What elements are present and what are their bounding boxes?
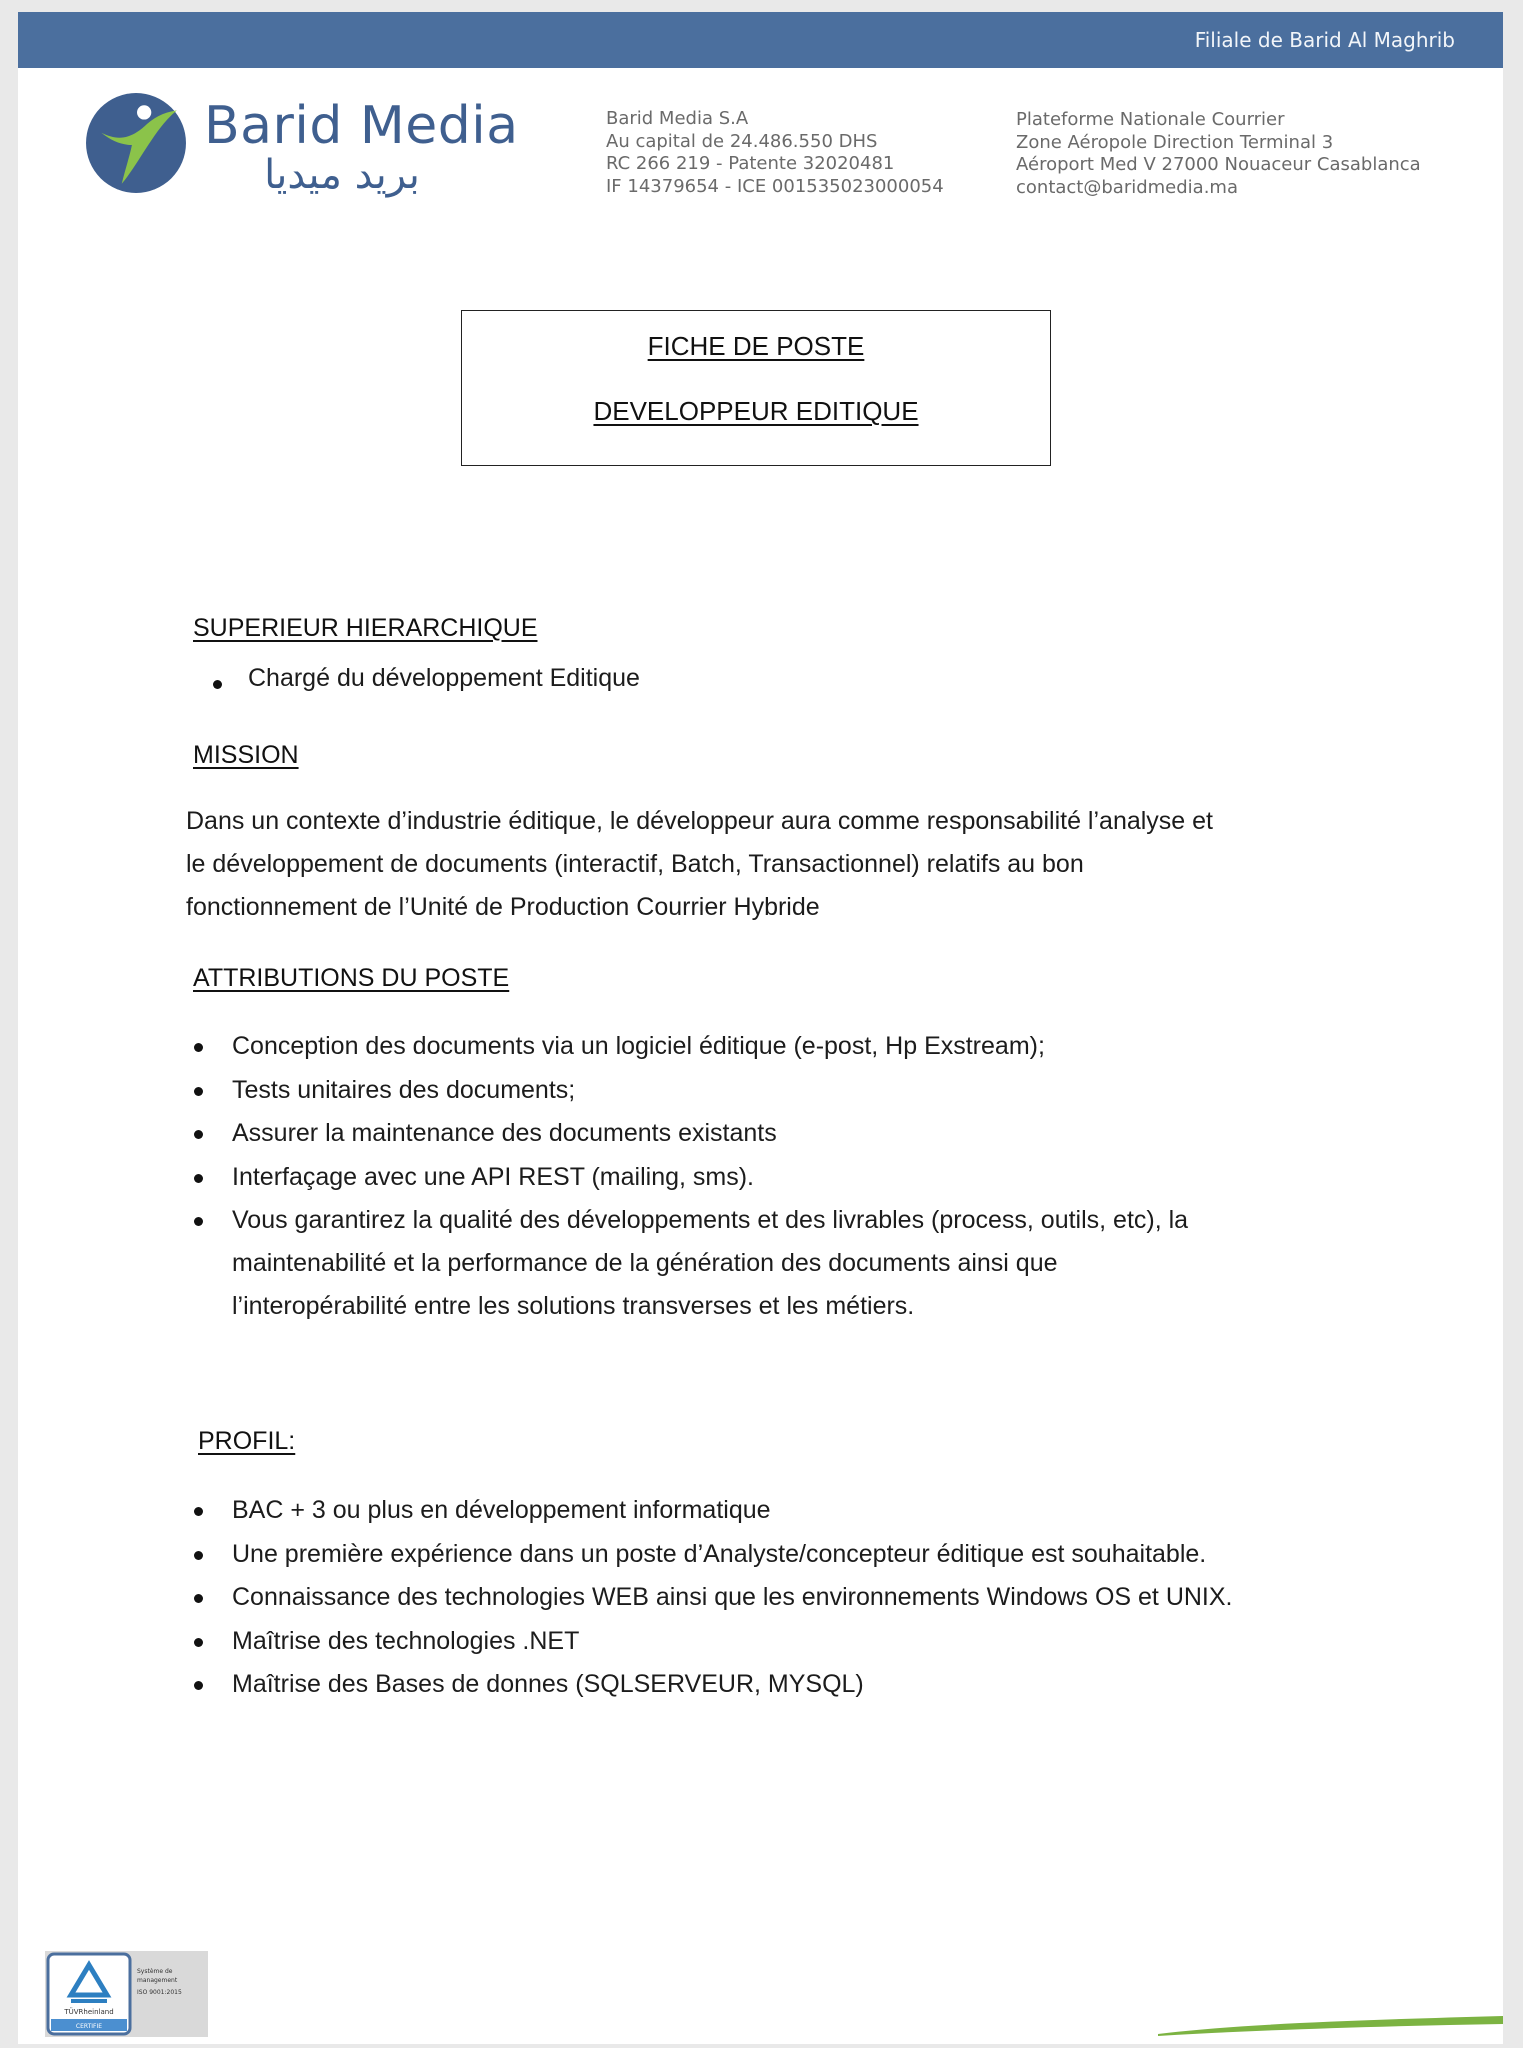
attributions-list [232,1025,1188,1243]
cert-text-line: management [137,1977,178,1984]
section-heading-superieur: SUPERIEUR HIERARCHIQUE [193,614,538,642]
company-address-info [1016,109,1421,199]
tuv-certification-badge-icon [45,1951,208,2037]
subsidiary-label: Filiale de Barid Al Maghrib [1194,28,1455,52]
superieur-list [248,664,640,693]
address-line: Zone Aéropole Direction Terminal 3 [1016,131,1334,153]
list-item: Maîtrise des Bases de donnes (SQLSERVEUR, MYSQL) [232,1663,1233,1707]
list-item: Tests unitaires des documents; [232,1069,1188,1113]
paragraph-line: l’interopérabilité entre les solutions transverses et les métiers. [232,1292,915,1320]
list-item: Assurer la maintenance des documents existants [232,1112,1188,1156]
barid-media-logo-icon [85,92,187,194]
list-item: Interfaçage avec une API REST (mailing, sms). [232,1156,1188,1200]
company-legal-info [606,108,944,198]
mission-paragraph [186,800,1213,929]
tuv-status-text: CERTIFIE [75,2023,103,2030]
section-heading-profil: PROFIL: [198,1427,296,1455]
paragraph-line: le développement de documents (interactif, Batch, Transactionnel) relatifs au bon [186,850,1084,878]
list-item: Vous garantirez la qualité des développements et des livrables (process, outils, etc), la [232,1199,1188,1243]
header-band [18,12,1503,68]
profil-list [232,1489,1233,1707]
attributions-continuation [232,1242,1058,1328]
job-title: DEVELOPPEUR EDITIQUE [593,396,919,426]
section-heading-mission: MISSION [193,741,299,769]
list-item: Maîtrise des technologies .NET [232,1620,1233,1664]
document-type-title: FICHE DE POSTE [647,331,865,361]
list-item: Chargé du développement Editique [248,664,640,692]
company-info-line: RC 266 219 - Patente 32020481 [606,153,895,174]
footer-green-swoosh [1158,2014,1503,2036]
company-info-line: Barid Media S.A [606,108,749,129]
cert-text-line: Système de [137,1968,173,1975]
cert-text-line: ISO 9001:2015 [137,1989,182,1996]
address-line: Plateforme Nationale Courrier [1016,109,1285,130]
list-item: BAC + 3 ou plus en développement informatique [232,1489,1233,1533]
contact-email: contact@baridmedia.ma [1016,176,1238,198]
title-box [461,310,1051,466]
company-info-line: IF 14379654 - ICE 001535023000054 [606,175,944,197]
list-item: Conception des documents via un logiciel éditique (e-post, Hp Exstream); [232,1025,1188,1069]
list-item: Connaissance des technologies WEB ainsi que les environnements Windows OS et UNIX. [232,1576,1233,1620]
tuv-brand-text: TÜVRheinland [64,2008,114,2016]
address-line: Aéroport Med V 27000 Nouaceur Casablanca [1016,154,1421,175]
paragraph-line: fonctionnement de l’Unité de Production Courrier Hybride [186,893,820,921]
logo-wordmark-arabic: بريد ميديا [264,152,420,198]
paragraph-line: maintenabilité et la performance de la génération des documents ainsi que [232,1249,1058,1277]
section-heading-attributions: ATTRIBUTIONS DU POSTE [193,964,510,992]
document-page [18,12,1503,2044]
list-item: Une première expérience dans un poste d’Analyste/concepteur éditique est souhaitable. [232,1533,1233,1577]
company-info-line: Au capital de 24.486.550 DHS [606,130,878,152]
paragraph-line: Dans un contexte d’industrie éditique, le développeur aura comme responsabilité l’analyse et [186,807,1214,835]
logo-wordmark: Barid Media [204,96,519,156]
